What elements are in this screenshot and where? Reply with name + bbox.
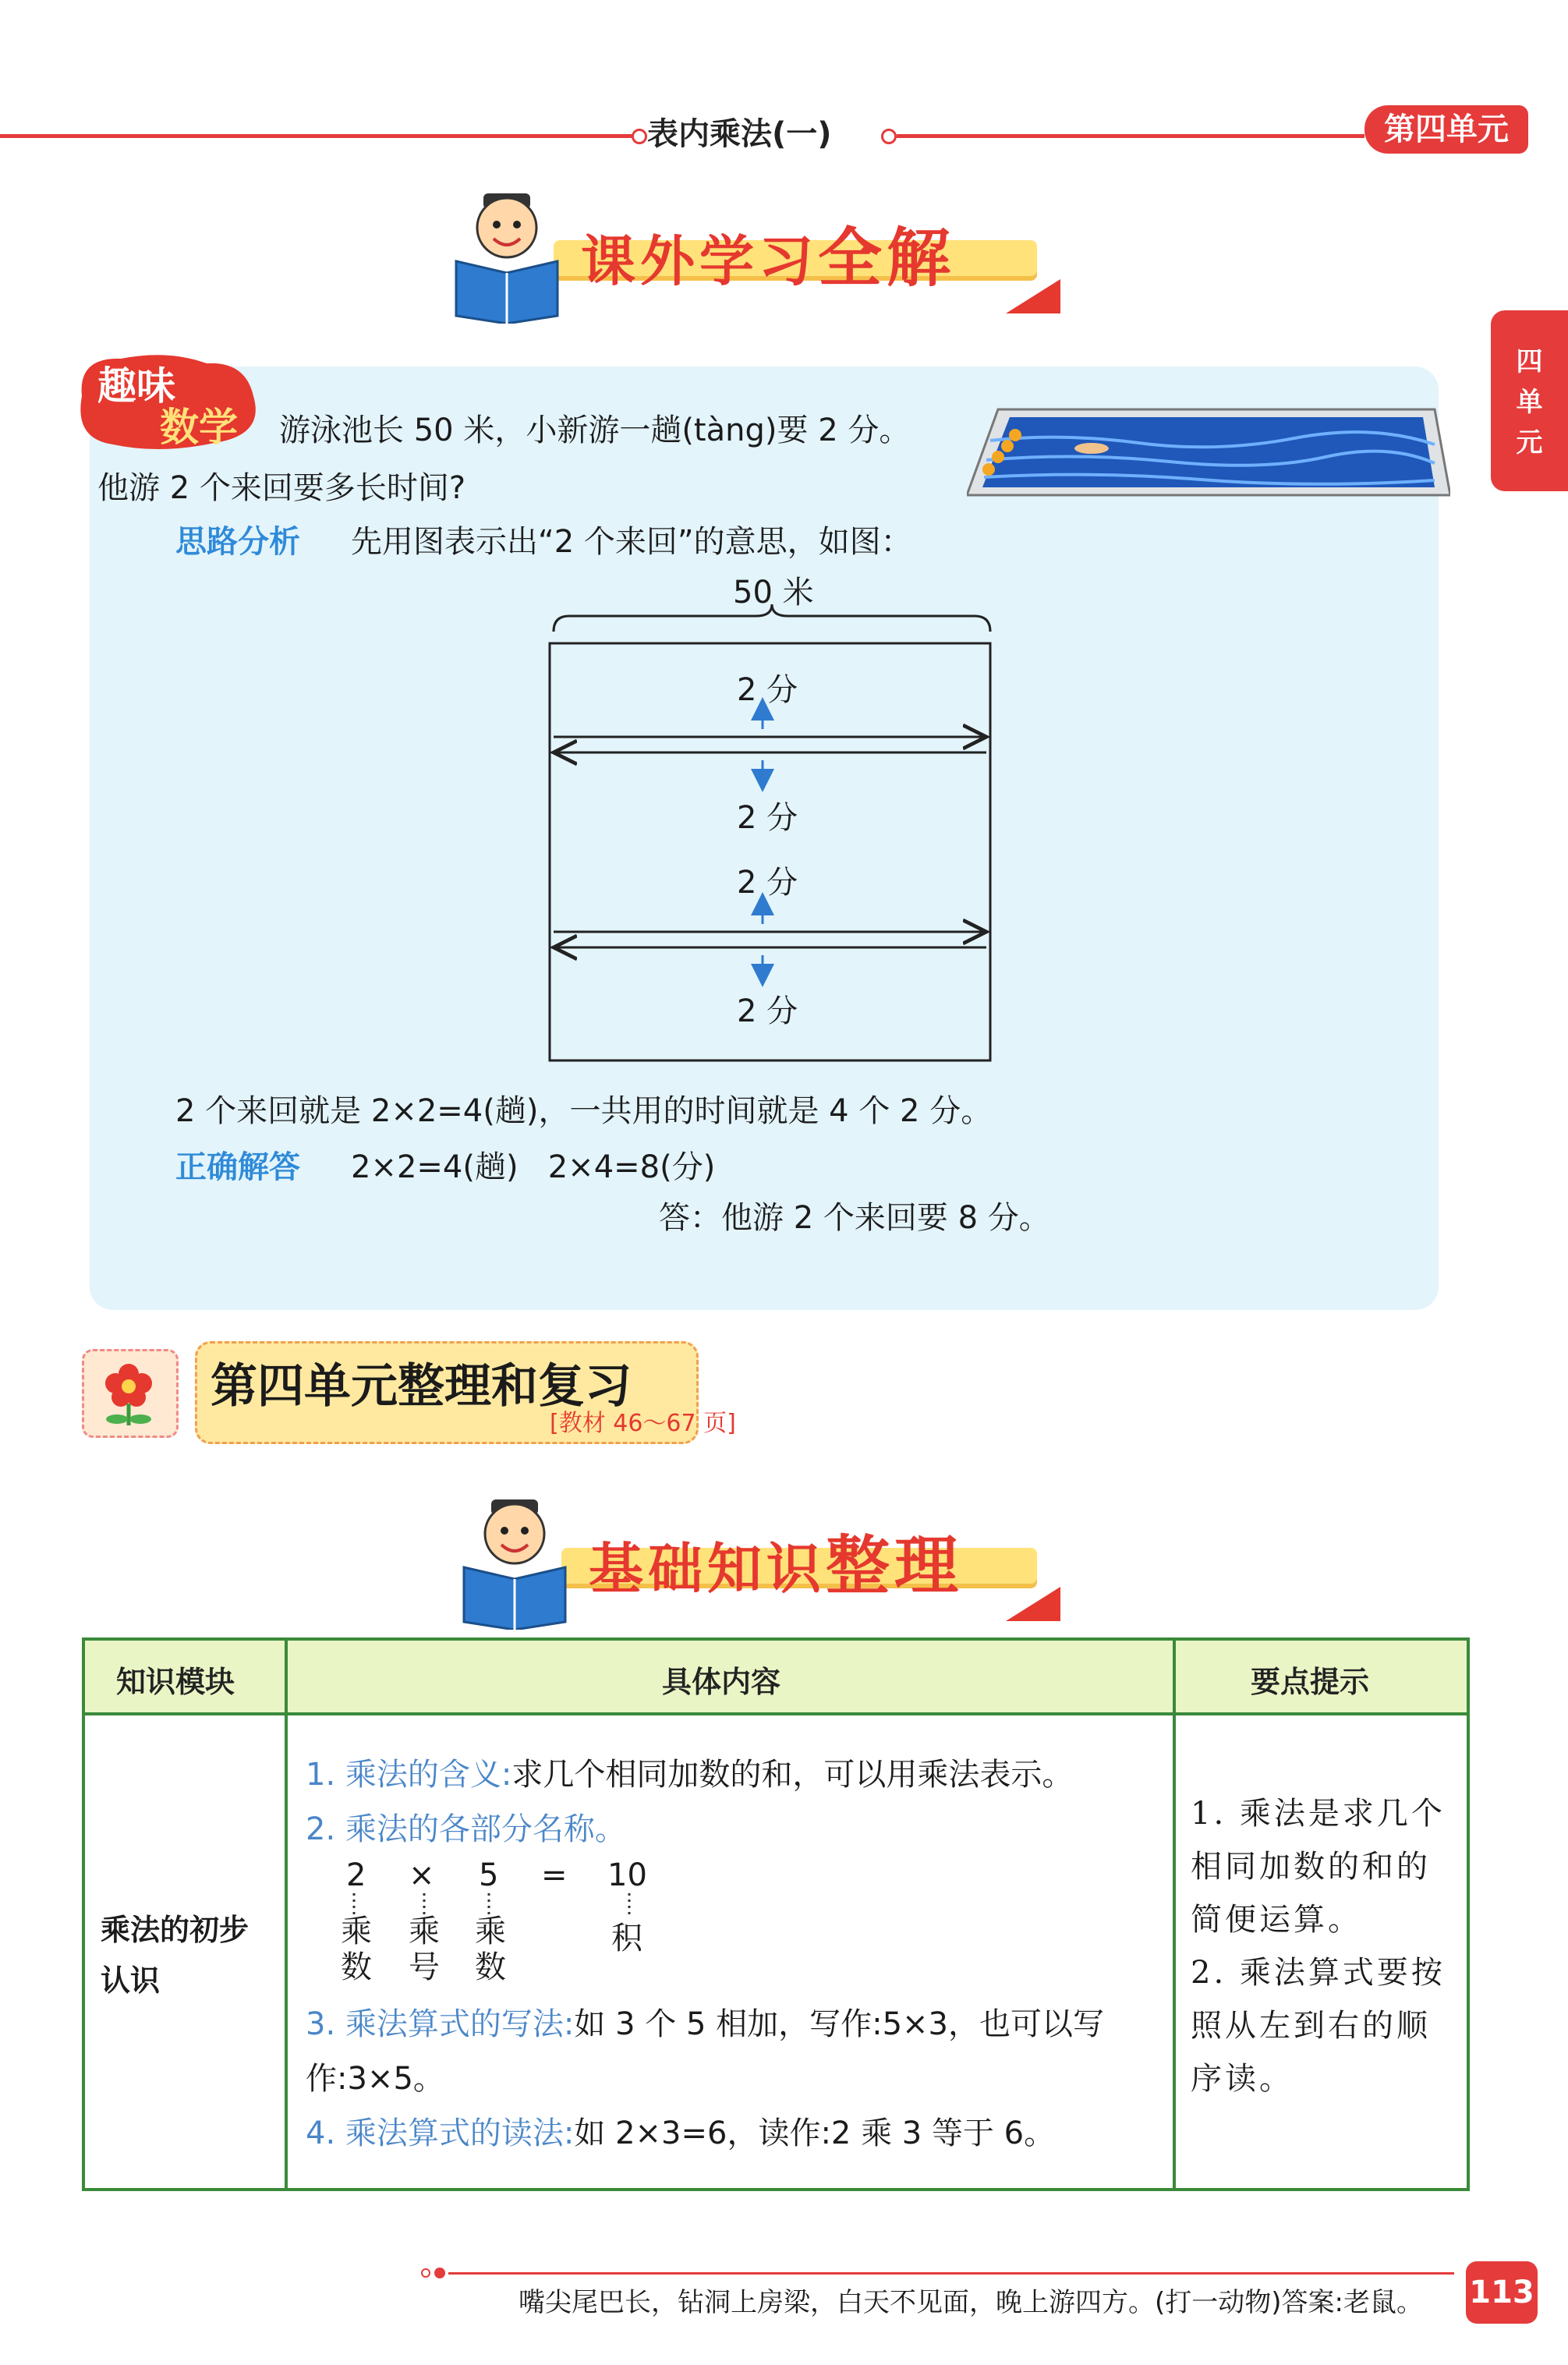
column-divider (1173, 1641, 1176, 2188)
banner-title-emphasis: 全解 (818, 221, 956, 296)
knowledge-table (82, 1637, 1470, 2191)
badge-word-1: 趣味 (97, 363, 175, 409)
unit-review-header (82, 1341, 736, 1443)
tip-line: 2. 乘法算式要按 (1191, 1955, 1446, 1991)
content-item-4: 4. 乘法算式的读法:如 2×3=6，读作:2 乘 3 等于 6。 (306, 2115, 1056, 2151)
pool-length-label: 50 米 (733, 575, 814, 611)
part-name-product: 积 (611, 1921, 642, 1956)
side-tab-char: 四 (1516, 346, 1543, 377)
side-tab-char: 单 (1516, 387, 1543, 418)
banner-corner (1006, 1587, 1060, 1621)
side-unit-tab (1491, 310, 1568, 491)
header-dot-right (881, 129, 897, 144)
footer-dots (421, 2265, 452, 2281)
footer-rule (448, 2272, 1454, 2275)
answer-formula: 2×2=4(趟) 2×4=8(分) (351, 1149, 716, 1185)
analysis-text: 先用图表示出“2 个来回”的意思，如图： (351, 524, 912, 560)
side-tab-char: 元 (1516, 427, 1543, 458)
header-content: 具体内容 (662, 1665, 781, 1699)
tip-line: 序读。 (1191, 2061, 1294, 2097)
equation-token: 2 (346, 1857, 366, 1893)
time-label: 2 分 (737, 800, 798, 836)
tip-line: 照从左到右的顺 (1191, 2008, 1431, 2044)
content-item-3: 3. 乘法算式的写法:如 3 个 5 相加，写作:5×3，也可以写 (306, 2006, 1105, 2042)
header-rule-left (0, 134, 635, 138)
equation-token: 10 (607, 1857, 647, 1893)
footer-riddle: 嘴尖尾巴长，钻洞上房梁，白天不见面，晚上游四方。(打一动物)答案:老鼠。 (519, 2287, 1423, 2318)
part-name-sign: 乘 号 (409, 1914, 440, 1985)
time-label: 2 分 (737, 865, 798, 901)
analysis-label: 思路分析 (175, 524, 300, 560)
time-label: 2 分 (737, 993, 798, 1029)
swimming-pool-icon (967, 405, 1450, 499)
badge-word-2: 数学 (160, 405, 238, 450)
explain-text: 2 个来回就是 2×2=4(趟)，一共用的时间就是 4 个 2 分。 (175, 1093, 993, 1129)
banner-title-plain: 课外学习 (581, 229, 818, 293)
module-name-line: 乘法的初步 (101, 1913, 250, 1947)
page-number: 113 (1466, 2261, 1538, 2324)
column-divider (285, 1641, 288, 2188)
header-tips: 要点提示 (1251, 1665, 1370, 1699)
problem-line-1: 游泳池长 50 米，小新游一趟(tàng)要 2 分。 (279, 412, 911, 448)
equation-token: 5 (479, 1857, 499, 1893)
unit-review-pages: [教材 46～67 页] (550, 1410, 736, 1437)
answer-text: 答：他游 2 个来回要 8 分。 (659, 1200, 1050, 1236)
equation-token: = (541, 1857, 568, 1893)
content-item-3-cont: 作:3×5。 (306, 2061, 444, 2097)
tip-line: 简便运算。 (1191, 1902, 1362, 1938)
unit-review-title: 第四单元整理和复习 (211, 1359, 632, 1414)
banner-title (589, 1515, 963, 1606)
reading-kid-icon (448, 187, 565, 324)
tip-line: 相同加数的和的 (1191, 1849, 1431, 1885)
reading-kid-icon (456, 1493, 573, 1630)
banner-title-emphasis: 整理 (826, 1529, 964, 1603)
banner-title (581, 207, 955, 299)
problem-line-2: 他游 2 个来回要多长时间? (97, 470, 466, 506)
flower-icon (94, 1357, 164, 1427)
equation-token: × (409, 1857, 435, 1893)
time-label: 2 分 (737, 672, 798, 708)
unit-tag: 第四单元 (1364, 105, 1528, 154)
header-dot-left (632, 129, 647, 144)
module-name-line: 认识 (101, 1963, 161, 1998)
banner-title-plain: 基础知识 (589, 1537, 826, 1601)
chapter-title: 表内乘法(一) (647, 116, 832, 152)
banner-corner (1006, 279, 1060, 313)
content-item-2: 2. 乘法的各部分名称。 (306, 1811, 626, 1847)
tip-line: 1. 乘法是求几个 (1191, 1796, 1446, 1832)
header-rule-right (897, 134, 1364, 138)
header-module: 知识模块 (116, 1665, 235, 1699)
content-item-1: 1. 乘法的含义:求几个相同加数的和，可以用乘法表示。 (306, 1757, 1074, 1793)
part-name-multiplicand: 乘 数 (341, 1914, 372, 1985)
answer-label: 正确解答 (175, 1149, 300, 1185)
part-name-multiplier: 乘 数 (475, 1914, 506, 1985)
